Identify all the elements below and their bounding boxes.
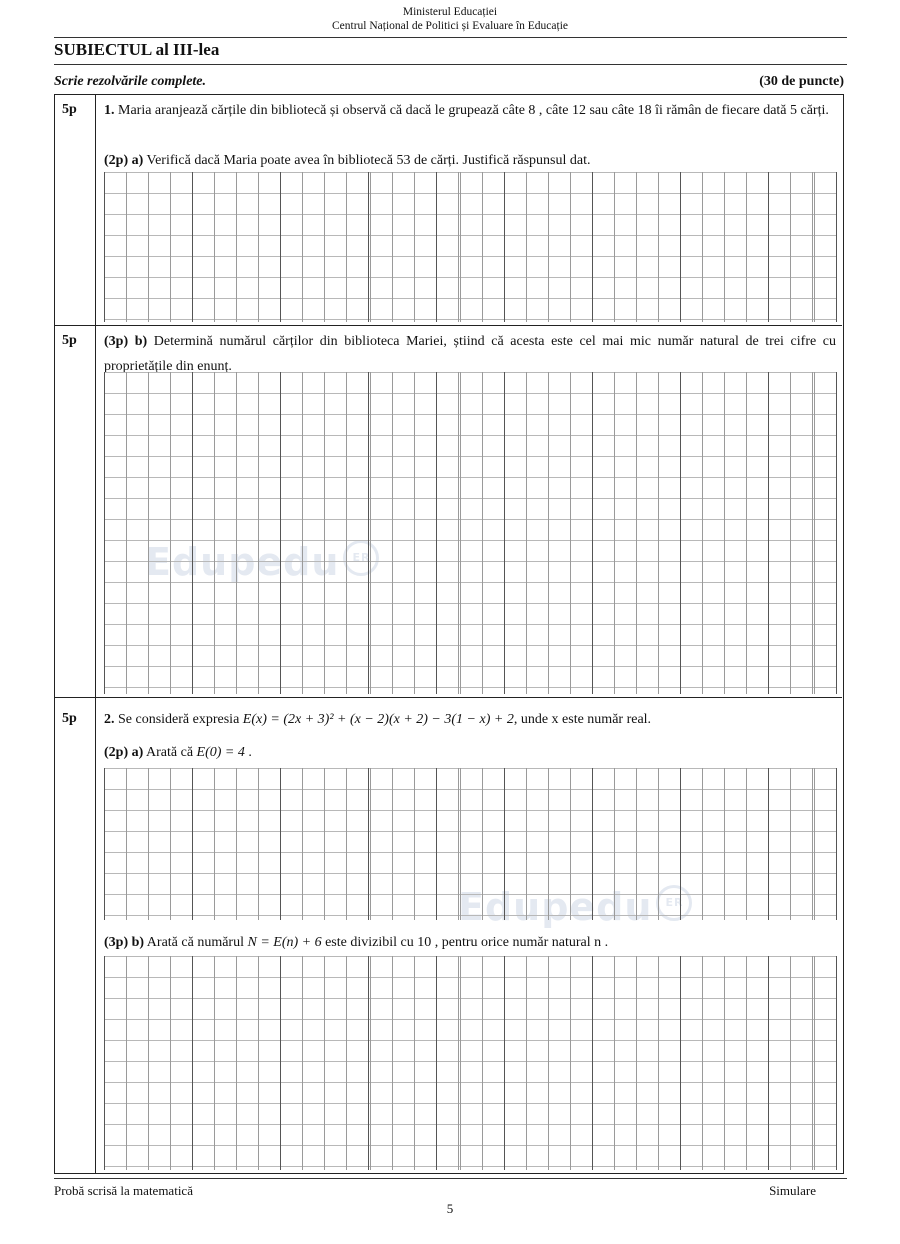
watermark: Edupedu ER xyxy=(145,540,379,584)
part-text: Arată că numărul xyxy=(146,935,244,950)
item-score: 5p xyxy=(62,102,77,117)
part-label: (3p) b) xyxy=(104,334,148,349)
answer-grid-lines xyxy=(104,768,837,920)
math-expression: E(x) = (2x + 3)² + (x − 2)(x + 2) − 3(1 − x) + 2 xyxy=(242,712,514,727)
part-label: (2p) a) xyxy=(104,745,144,760)
header-rule xyxy=(54,37,847,38)
section-separator xyxy=(55,325,842,326)
math-expression: E(0) = 4 xyxy=(196,745,245,760)
part-label: (2p) a) xyxy=(104,153,144,168)
part-text: Determină numărul cărților din biblioteca Mariei, știind că acesta este cel mai mic număr natural de trei cifre cu proprietățile din enunț. xyxy=(104,334,837,374)
item-1-statement xyxy=(104,98,836,123)
footer-session: Simulare xyxy=(769,1183,816,1198)
item-score: 5p xyxy=(62,333,77,348)
answer-grid[interactable] xyxy=(104,956,837,1170)
item-2a-prompt xyxy=(104,740,836,765)
part-label: (3p) b) xyxy=(104,935,145,950)
part-text: Arată că xyxy=(146,745,194,760)
part-text: . xyxy=(248,745,252,760)
item-text: Maria aranjează cărțile din bibliotecă și observă că dacă le grupează câte 8 , câte 12 sau câte 18 îi rămân de fiecare dată 5 cărți. xyxy=(118,103,829,118)
footer-rule xyxy=(54,1178,847,1179)
item-2-statement xyxy=(104,707,836,732)
page-number: 5 xyxy=(446,1201,454,1216)
part-text: Verifică dacă Maria poate avea în bibliotecă 53 de cărți. Justifică răspunsul dat. xyxy=(146,153,591,168)
item-text: , unde x este număr real. xyxy=(513,712,652,727)
item-text: Se consideră expresia xyxy=(118,712,240,727)
watermark-badge-icon: ER xyxy=(343,540,379,576)
answer-grid[interactable] xyxy=(104,768,837,920)
watermark: Edupedu ER xyxy=(458,885,692,929)
item-2b-prompt xyxy=(104,930,836,955)
item-number: 1. xyxy=(104,103,115,118)
ministry-name: Ministerul Educației xyxy=(402,6,498,18)
answer-grid[interactable] xyxy=(104,372,837,694)
section-separator xyxy=(55,697,842,698)
subject-rule xyxy=(54,64,847,65)
subject-title: SUBIECTUL al III-lea xyxy=(54,40,220,59)
score-column-separator xyxy=(95,95,96,1173)
answer-grid[interactable] xyxy=(104,172,837,322)
item-1a-prompt xyxy=(104,148,836,173)
answer-grid-lines xyxy=(104,956,837,1170)
center-name: Centrul Național de Politici și Evaluare în Educație xyxy=(331,20,568,32)
footer-exam-name: Probă scrisă la matematică xyxy=(54,1183,193,1198)
math-expression: N = E(n) + 6 xyxy=(247,935,322,950)
part-text: este divizibil cu 10 , pentru orice număr natural n . xyxy=(325,935,609,950)
answer-grid-lines xyxy=(104,372,837,694)
item-score: 5p xyxy=(62,711,77,726)
answer-grid-lines xyxy=(104,172,837,322)
watermark-badge-icon: ER xyxy=(656,885,692,921)
total-points: (30 de puncte) xyxy=(759,74,844,89)
item-number: 2. xyxy=(104,712,115,727)
instructions: Scrie rezolvările complete. xyxy=(54,74,207,89)
